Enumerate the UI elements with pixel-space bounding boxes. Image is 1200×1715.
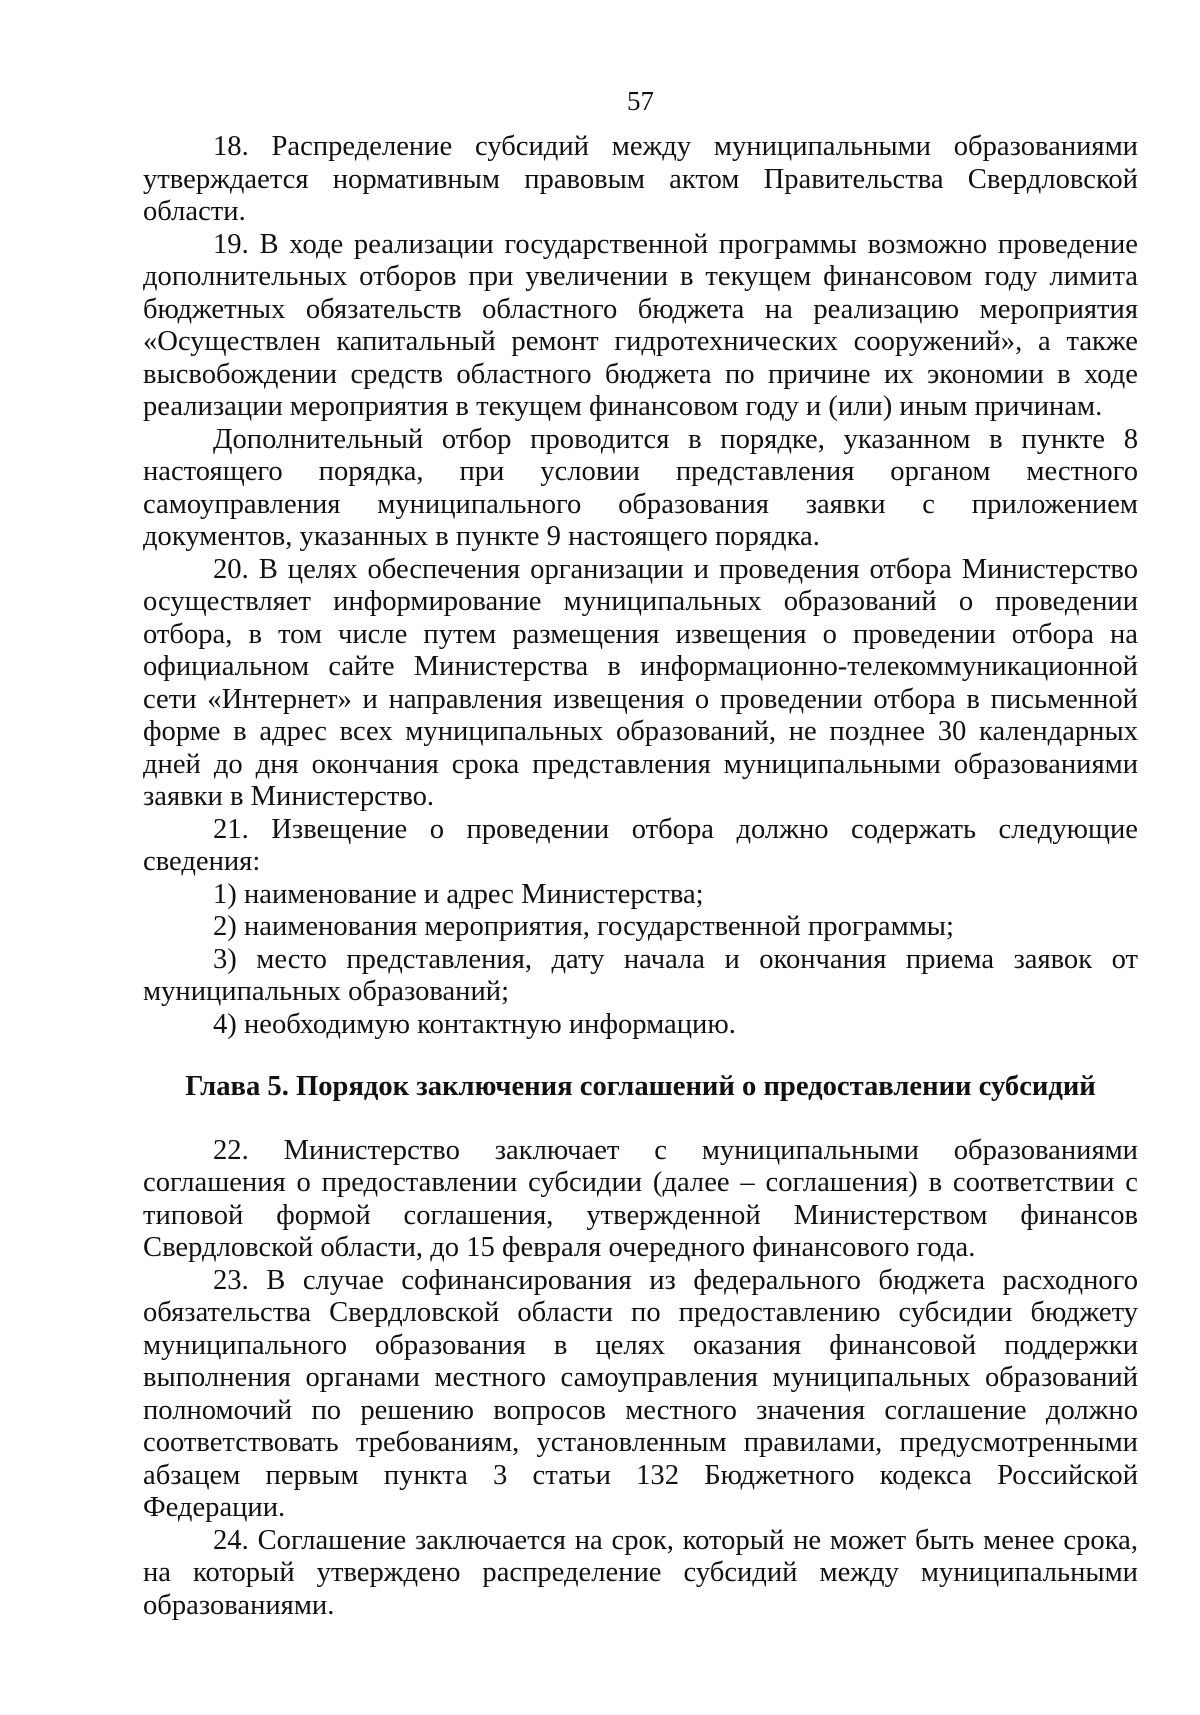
paragraph-21: 21. Извещение о проведении отбора должно содержать следующие сведения:: [143, 813, 1138, 877]
list-item-1: 1) наименование и адрес Министерства;: [213, 878, 704, 910]
document-body: [143, 131, 1138, 1622]
paragraph-19: 19. В ходе реализации государственной программы возможно проведение дополнительных отборов при увеличении в текущем финансовом году лимита бюджетных обязательств областного бюджета на реализацию мероприятия «Осуществлен капитальный ремонт гидротехнических сооружений», а также высвобождении средств областного бюджета по причине их экономии в ходе реализации мероприятия в текущем финансовом году и (или) иным причинам.: [143, 228, 1138, 422]
paragraph-18: 18. Распределение субсидий между муниципальными образованиями утверждается нормативным правовым актом Правительства Свердловской области.: [143, 131, 1138, 227]
chapter-heading: Глава 5. Порядок заключения соглашений о предоставлении субсидий: [185, 1071, 1096, 1102]
list-item-3: 3) место представления, дату начала и окончания приема заявок от муниципальных образований;: [143, 943, 1138, 1007]
paragraph-24: 24. Соглашение заключается на срок, который не может быть менее срока, на который утверждено распределение субсидий между муниципальными образованиями.: [143, 1524, 1138, 1621]
page-number: 57: [627, 86, 654, 116]
paragraph-22: 22. Министерство заключает с муниципальными образованиями соглашения о предоставлении субсидии (далее – соглашения) в соответствии с типовой формой соглашения, утвержденной Министерством финансов Свердловской области, до 15 февраля очередного финансового года.: [143, 1134, 1138, 1263]
list-item-2: 2) наименования мероприятия, государственной программы;: [213, 911, 954, 942]
paragraph-19-additional-selection: Дополнительный отбор проводится в порядке, указанном в пункте 8 настоящего порядка, при условии представления органом местного самоуправления муниципального образования заявки с приложением документов, указанных в пункте 9 настоящего порядка.: [143, 423, 1138, 552]
paragraph-23: 23. В случае софинансирования из федерального бюджета расходного обязательства Свердловской области по предоставлению субсидии бюджету муниципального образования в целях оказания финансовой поддержки выполнения органами местного самоуправления муниципальных образований полномочий по решению вопросов местного значения соглашение должно соответствовать требованиям, установленным правилами, предусмотренными абзацем первым пункта 3 статьи 132 Бюджетного кодекса Российской Федерации.: [143, 1264, 1138, 1523]
document-page: [143, 0, 1138, 1715]
paragraph-20: 20. В целях обеспечения организации и проведения отбора Министерство осуществляет информирование муниципальных образований о проведении отбора, в том числе путем размещения извещения о проведении отбора на официальном сайте Министерства в информационно-телекоммуникационной сети «Интернет» и направления извещения о проведении отбора в письменной форме в адрес всех муниципальных образований, не позднее 30 календарных дней до дня окончания срока представления муниципальными образованиями заявки в Министерство.: [143, 553, 1138, 812]
list-item-4: 4) необходимую контактную информацию.: [213, 1008, 736, 1040]
